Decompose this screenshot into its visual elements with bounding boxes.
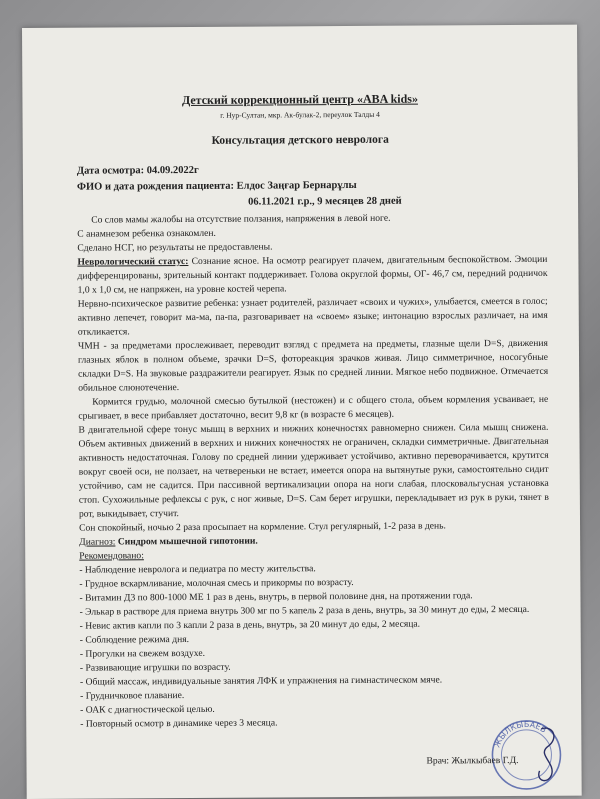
doctor-signature: Врач: Жылкыбаев Г.Д. [426,754,519,767]
nsg-note: Сделано НСГ, но результаты не предоставлены. [77,241,273,254]
patient-name: ФИО и дата рождения пациента: Елдос Заңғар Бернарұлы [76,179,357,193]
diagnosis-text: Синдром мышечной гипотонии. [115,535,258,548]
recommendation-item: - ОАК с диагностической целью. [80,703,215,716]
cranial-nerves: ЧМН - за предметами прослеживает, переводит взгляд с предмета на предметы, глазные щели D=S, движения глазных яблок в полном объеме, зрачки D=S, фотореакция зрачков живая. Лицо симметричное, носогубные складки D=S. На звуковые раздражители реагирует. Язык по средней линии. Мягкое небо подвижное. Отмечается обильное слюнотечение. [77,337,549,394]
recommendation-item: - Грудничковое плавание. [80,690,185,702]
exam-date: Дата осмотра: 04.09.2022г [76,164,199,177]
recommendation-item: - Элькар в растворе для приема внутрь 300 мг по 5 капель 2 раза в день, внутрь, за 30 минут до еды, 2 месяца. [79,603,530,618]
recommendation-item: - Грудное вскармливание, молочная смесь и прикормы по возрасту. [79,576,354,590]
center-address: г. Нур-Султан, мкр. Ак-булак-2, переулок Талды 4 [220,109,380,120]
recommendation-item: - Общий массаж, индивидуальные занятия ЛФК и упражнения на гимнастическом мяче. [79,674,443,688]
recommendations-label: Рекомендовано: [79,550,144,562]
center-name: Детский коррекционный центр «ABA kids» [181,91,418,108]
consultation-body [77,211,550,732]
psych-development: Нервно-психическое развитие ребенка: узнает родителей, различает «своих и чужих», улыбается, смеется в голос; активно лепечет, говорит ма-ма, па-па, разговаривает на «своем» языке; интонацию взрослых различает, на имя откликается. [77,295,548,338]
recommendation-item: - Развивающие игрушки по возрасту. [79,661,231,674]
neuro-status [77,253,547,298]
recommendation-item: - Наблюдение невролога и педиатра по месту жительства. [79,563,316,576]
recommendation-item: - Повторный осмотр в динамике через 3 месяца. [80,717,278,730]
neuro-status-text: Сознание ясное. На осмотр реагирует плачем, двигательным беспокойством. Эмоции дифференцированы, зрительный контакт поддерживает. Голова округлой формы, ОГ- 46,7 см, передний родничок 1,0 х 1,0 см, не напряжен, на уровне костей черепа. [77,253,548,296]
diagnosis-label: Диагноз: [79,536,116,548]
patient-dob: 06.11.2021 г.р., 9 месяцев 28 дней [248,195,402,208]
complaints: Со слов мамы жалобы на отсутствие ползания, напряжения в левой ноге. [91,212,391,226]
recommendation-item: - Витамин Д3 по 800-1000 МЕ 1 раз в день, внутрь, в первой половине дня, на протяжении года. [79,590,473,604]
document-sheet [22,25,582,799]
feeding: Кормится грудью, молочной смесью бутылкой (нестожен) и с общего стола, объем кормления усваивает, не срыгивает, в весе прибавляет достаточно, весит 9,8 кг (в возрасте 6 месяцев). [78,393,549,422]
neuro-status-label: Неврологический статус: [77,255,189,268]
anamnesis: С анамнезом ребенка ознакомлен. [77,227,216,240]
recommendation-item: - Невис актив капли по 3 капли 2 раза в день, внутрь, за 20 минут до еды, 2 месяца. [79,618,421,632]
motor-sphere: В двигательной сфере тонус мышц в верхних и нижних конечностях равномерно снижен. Сила мышц снижена. Объем активных движений в верхних и нижних конечностях не ограничен, складки симметричные. Двигательная активность недостаточная. Голову по средней линии удерживает устойчиво, активно переворачивается, крутится вокруг своей оси, не ползает, на четвереньки не встает, имеется опора на вытянутые руки, самостоятельно сидит устойчиво, сам не садится. При пассивной вертикализации опора на ноги слабая, плосковальгусная установка стоп. Сухожильные рефлексы с рук, с ног живые, D=S. Сам берет игрушки, перекладывает из рук в руки, тянет в рот, выкидывает, стучит. [78,421,549,520]
consultation-title: Консультация детского невролога [211,133,389,147]
stamp-text: ЖЫЛКЫБАЕВ [492,719,548,749]
recommendation-item: - Прогулки на свежем воздухе. [79,647,206,660]
sleep: Сон спокойный, ночью 2 раза просыпает на кормление. Стул регулярный, 1-2 раза в день. [79,520,446,534]
recommendation-item: - Соблюдение режима дня. [79,633,190,646]
